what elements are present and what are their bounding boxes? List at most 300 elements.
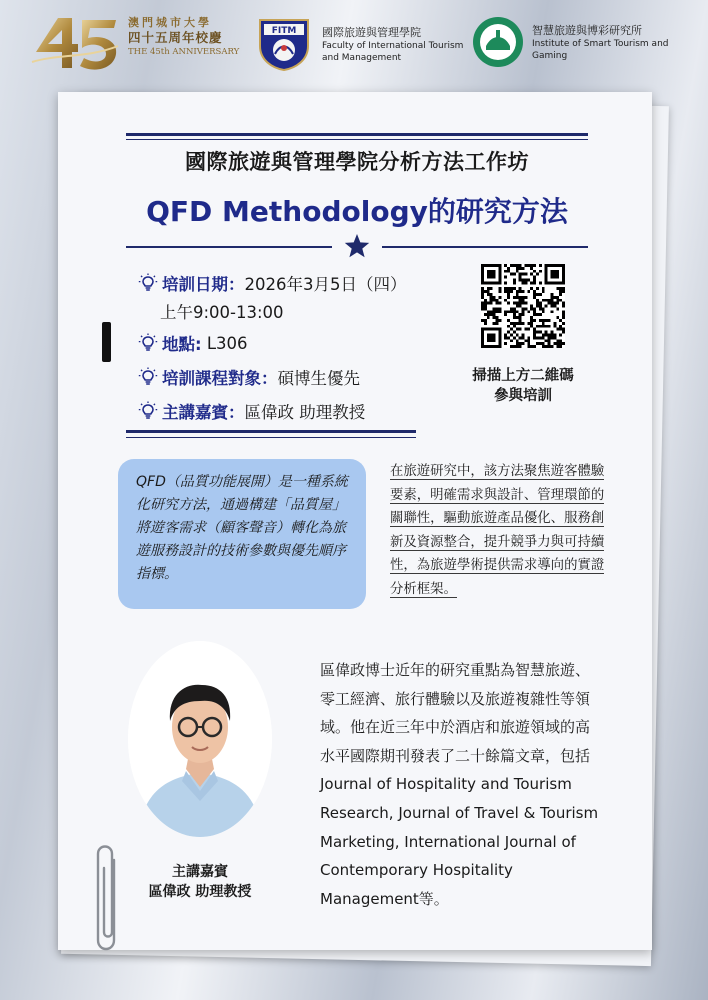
qr-module [513,281,516,284]
bio-line: Marketing, International Journal of [320,832,576,851]
qr-module [536,299,539,302]
qr-module [556,342,559,345]
qr-module [495,302,498,305]
lightbulb-icon [138,273,158,293]
qr-module [484,328,487,331]
qr-module [533,264,536,267]
qr-module [548,281,551,284]
qr-module [487,281,490,284]
qr-module [553,334,556,337]
qr-module [513,345,516,348]
qr-module [516,293,519,296]
qr-module [519,305,522,308]
qr-module [522,336,525,339]
qr-module [556,302,559,305]
qr-module [487,302,490,305]
qr-module [545,278,548,281]
qr-module [536,325,539,328]
qr-module [516,342,519,345]
venue-value: L306 [201,333,248,353]
qr-module [516,316,519,319]
qr-module [539,293,542,296]
qr-module [551,264,554,267]
qr-module [551,336,554,339]
qr-module [553,296,556,299]
qr-module [481,336,484,339]
qr-module [510,307,513,310]
qr-module [533,290,536,293]
qr-module [553,276,556,279]
qr-module [519,313,522,316]
qr-module [524,339,527,342]
qr-module [495,281,498,284]
method-description [390,460,620,601]
date-value: 2026年3月5日（四） [244,275,407,294]
qr-module [559,339,562,342]
qr-module [551,305,554,308]
qr-module [551,334,554,337]
qr-module [527,310,530,313]
qr-module [519,302,522,305]
paperclip-icon [86,840,126,958]
qr-module [545,331,548,334]
qr-module [498,328,501,331]
qr-module [545,319,548,322]
speaker-label: 主講嘉賓： [162,403,245,422]
qr-module [504,281,507,284]
qr-module [562,305,565,308]
qr-module [487,328,490,331]
qr-caption-line2: 參與培訓 [494,387,552,404]
qr-module [562,281,565,284]
qr-module [551,296,554,299]
qr-caption-line1: 掃描上方二維碼 [472,367,574,384]
qr-module [481,264,484,267]
qr-module [513,325,516,328]
divider-left [126,246,332,248]
qr-module [548,302,551,305]
qr-module [495,310,498,313]
qr-module [536,273,539,276]
qr-module [562,316,565,319]
qr-module [548,339,551,342]
bio-line: 域。他在近三年中於酒店和旅遊領域的高 [320,718,591,737]
qr-module [519,267,522,270]
qr-module [493,264,496,267]
info-rule-thin [126,437,416,438]
qr-module [504,310,507,313]
qr-module [493,345,496,348]
qr-module [498,334,501,337]
qr-module [504,334,507,337]
qr-module [490,345,493,348]
qr-module [516,270,519,273]
lightbulb-icon [138,333,158,353]
qr-module [498,336,501,339]
qr-module [562,290,565,293]
qr-module [527,328,530,331]
qr-module [539,307,542,310]
qr-module [533,319,536,322]
qr-module [559,328,562,331]
qr-module [495,264,498,267]
qr-module [527,336,530,339]
university-anniversary-text [128,16,246,58]
speaker-bio [320,656,630,913]
qr-module [484,264,487,267]
qr-module [522,273,525,276]
qr-module [545,273,548,276]
qr-module [524,278,527,281]
qr-module [493,328,496,331]
qr-module [542,287,545,290]
qr-module [533,336,536,339]
qr-module [533,276,536,279]
qr-module [493,281,496,284]
qr-module [498,264,501,267]
qr-module [542,319,545,322]
qr-module [495,345,498,348]
qr-module [481,334,484,337]
qr-module [490,302,493,305]
qr-module [516,296,519,299]
qr-module [481,305,484,308]
qr-module [498,310,501,313]
qr-module [545,325,548,328]
qr-module [487,316,490,319]
qr-module [551,276,554,279]
speaker-portrait [128,641,272,837]
qr-module [493,316,496,319]
qr-module [553,305,556,308]
speaker-value: 區偉政 助理教授 [244,403,366,422]
speaker-caption-line2: 區偉政 助理教授 [148,884,252,900]
qr-module [481,276,484,279]
qr-module [545,267,548,270]
qr-module [545,334,548,337]
qr-module [539,313,542,316]
qr-module [495,299,498,302]
qr-module [507,310,510,313]
qr-module [516,305,519,308]
qr-module [559,299,562,302]
qr-module [510,290,513,293]
qr-module [513,296,516,299]
qr-module [484,307,487,310]
qr-module [559,290,562,293]
qr-module [539,305,542,308]
qr-module [559,287,562,290]
qr-module [545,276,548,279]
top-rule-thick [126,133,588,136]
qr-module [513,310,516,313]
qr-module [516,328,519,331]
qr-module [487,287,490,290]
qr-module [484,345,487,348]
qr-module [481,319,484,322]
qr-module [504,336,507,339]
qr-module [519,319,522,322]
qr-module [530,325,533,328]
qr-module [493,322,496,325]
qr-module [527,345,530,348]
qr-module [533,293,536,296]
qr-module [481,296,484,299]
qr-module [556,345,559,348]
qr-module [536,336,539,339]
qr-module [524,302,527,305]
qr-module [551,310,554,313]
institute-name [532,24,702,62]
qr-module [556,270,559,273]
qr-module [524,328,527,331]
qr-module [513,313,516,316]
qr-module [490,287,493,290]
qr-module [498,319,501,322]
qr-module [484,290,487,293]
qr-module [559,334,562,337]
qr-module [487,313,490,316]
qr-module [559,281,562,284]
qr-module [553,273,556,276]
qr-module [519,290,522,293]
qr-module [510,334,513,337]
qr-module [493,273,496,276]
qr-module [522,290,525,293]
qr-module [545,299,548,302]
qr-module [562,313,565,316]
qr-module [498,270,501,273]
qr-module [493,276,496,279]
qr-module [522,278,525,281]
qr-module [527,342,530,345]
qr-module [539,302,542,305]
qr-module [498,345,501,348]
qr-module [507,267,510,270]
qr-module [519,278,522,281]
qr-module [539,342,542,345]
qr-module [498,331,501,334]
qfd-definition-bubble: QFD（品質功能展開）是一種系統化研究方法，通過構建「品質屋」將遊客需求（顧客聲音）轉化為旅遊服務設計的技術參數與優先順序指標。 [118,459,366,609]
qr-module [519,342,522,345]
qr-module [516,322,519,325]
qr-module [530,322,533,325]
qr-module [510,345,513,348]
bio-line: 區偉政博士近年的研究重點為智慧旅遊、 [320,661,591,679]
qr-module [507,296,510,299]
qr-module [548,336,551,339]
qr-module [530,273,533,276]
qr-module [507,287,510,290]
description-line: 關聯性，驅動旅遊產品優化、服務創 [390,511,605,526]
qr-module [562,287,565,290]
qr-module [548,319,551,322]
workshop-subtitle: QFD Methodology的研究方法 [146,195,568,228]
qr-module [542,336,545,339]
qr-module [545,270,548,273]
qr-module [493,339,496,342]
qr-module [556,273,559,276]
qr-module [481,302,484,305]
qr-module [498,307,501,310]
qr-module [493,299,496,302]
qr-module [530,307,533,310]
qr-module [545,345,548,348]
qr-module [519,322,522,325]
qr-module [481,345,484,348]
description-line: 新及資源整合，提升競爭力與可持續 [390,534,605,550]
qr-module [530,264,533,267]
workshop-title: 國際旅遊與管理學院分析方法工作坊 [185,150,529,174]
qr-module [507,325,510,328]
qr-module [487,310,490,313]
qr-module [562,322,565,325]
qr-module [542,334,545,337]
time-value: 上午9:00-13:00 [160,303,284,322]
qr-module [556,281,559,284]
qr-module [498,296,501,299]
qr-module [490,339,493,342]
qr-module [487,270,490,273]
qr-module [562,273,565,276]
qr-module [490,299,493,302]
anniversary-en: THE 45th ANNIVERSARY [128,47,240,57]
institute-name-en-2: Gaming [532,51,568,61]
qr-module [487,293,490,296]
qr-module [481,273,484,276]
bio-line: Contemporary Hospitality [320,861,513,880]
qr-module [539,270,542,273]
qr-module [516,264,519,267]
qr-module [484,305,487,308]
info-audience [138,360,458,394]
qr-module [487,276,490,279]
qr-module [513,322,516,325]
qr-module [513,273,516,276]
bio-line: Management等。 [320,889,449,908]
fitm-badge-text: FITM [271,26,297,36]
qr-module [556,316,559,319]
qr-module [481,287,484,290]
qr-module [498,267,501,270]
qr-module [556,287,559,290]
qr-module [522,334,525,337]
qr-module [559,319,562,322]
qr-module [504,299,507,302]
qr-module [498,276,501,279]
qr-module [519,316,522,319]
qr-module [533,331,536,334]
qr-module [536,293,539,296]
qr-module [553,322,556,325]
qr-module [484,313,487,316]
lightbulb-icon [138,401,158,421]
city-university-logo [472,16,524,68]
institute-name-en-1: Institute of Smart Tourism and [532,39,669,49]
qr-module [490,334,493,337]
qr-module [533,307,536,310]
qr-module [490,313,493,316]
qr-module [504,276,507,279]
qr-module [556,264,559,267]
qr-module [533,328,536,331]
qr-module [493,270,496,273]
qr-module [507,336,510,339]
qr-module [551,281,554,284]
qr-module [533,313,536,316]
registration-qr-code[interactable] [481,264,565,348]
qr-module [533,270,536,273]
qr-module [510,287,513,290]
qr-module [493,307,496,310]
qr-module [542,322,545,325]
audience-value: 碩博生優先 [277,369,360,388]
qr-module [539,281,542,284]
qr-module [481,293,484,296]
qr-module [533,296,536,299]
qr-module [513,302,516,305]
audience-label: 培訓課程對象： [162,369,278,388]
qr-module [498,302,501,305]
qr-module [490,273,493,276]
qr-module [542,299,545,302]
qr-module [522,302,525,305]
qr-module [490,310,493,313]
bio-line: 零工經濟、旅行體驗以及旅遊複雜性等領 [320,689,591,708]
qr-module [536,302,539,305]
qr-module [553,281,556,284]
qr-module [484,319,487,322]
faculty-name-en-2: and Management [322,53,402,63]
institute-name-zh: 智慧旅遊與博彩研究所 [532,24,642,37]
qr-module [545,305,548,308]
qr-module [522,296,525,299]
qr-module [548,325,551,328]
qr-module [562,302,565,305]
qr-module [487,290,490,293]
qr-module [542,342,545,345]
qr-module [542,325,545,328]
qr-module [487,339,490,342]
qr-module [548,342,551,345]
star-icon [343,232,371,260]
qr-module [487,264,490,267]
qr-module [510,310,513,313]
qr-module [507,270,510,273]
top-rule-thin [126,139,588,140]
qr-module [481,267,484,270]
qr-module [490,264,493,267]
qr-module [522,310,525,313]
qr-module [562,328,565,331]
qr-module [481,278,484,281]
info-venue [138,326,458,360]
qr-module [513,316,516,319]
qr-module [539,264,542,267]
anniversary-45-logo [28,12,120,74]
bio-line: Journal of Hospitality and Tourism [320,775,572,794]
faculty-name [322,26,472,64]
venue-label: 地點: [162,335,202,354]
qr-module [498,339,501,342]
qr-module [490,281,493,284]
qr-module [510,328,513,331]
qr-module [562,270,565,273]
qr-module [562,278,565,281]
qr-module [516,302,519,305]
qr-module [536,331,539,334]
qr-module [493,296,496,299]
